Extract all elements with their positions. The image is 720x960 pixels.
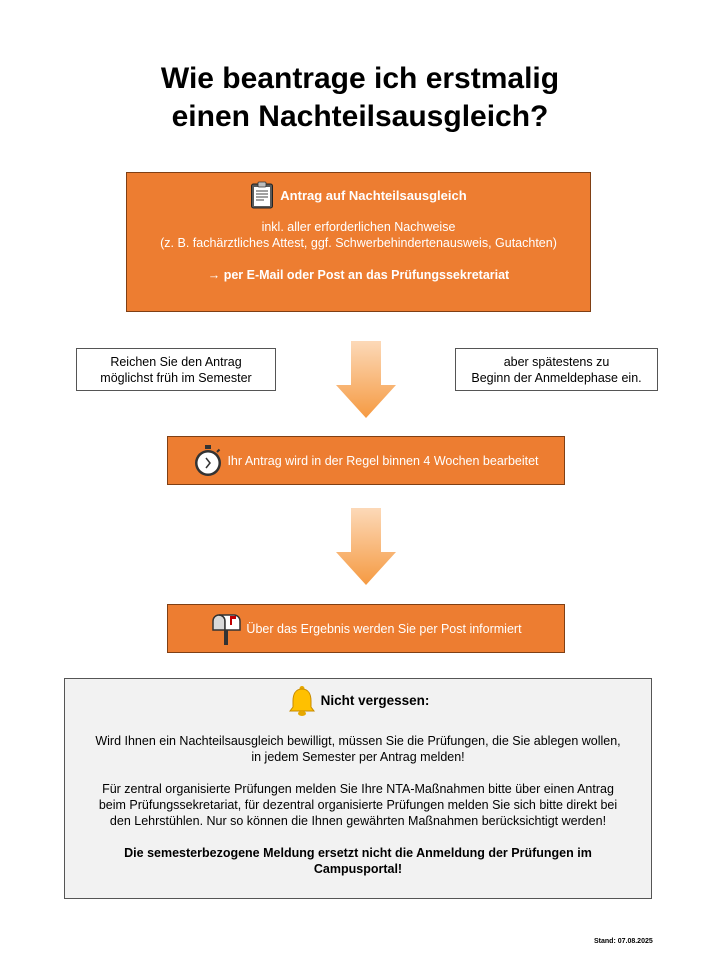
antrag-versand: → per E-Mail oder Post an das Prüfungssekretariat xyxy=(207,268,510,282)
reminder-p2-line-3: den Lehrstühlen. Nur so können die Ihnen gewährten Maßnahmen berücksichtigt werden! xyxy=(109,814,607,828)
reminder-p1-line-2: in jedem Semester per Antrag melden! xyxy=(251,750,465,764)
hint-spaetestens xyxy=(455,348,658,391)
reminder-heading: Nicht vergessen: xyxy=(320,693,430,708)
reminder-p2-line-2: beim Prüfungssekretariat, für dezentral organisierte Prüfungen melden Sie sich bitte direkt bei xyxy=(98,798,618,812)
reminder-p3-line-1: Die semesterbezogene Meldung ersetzt nicht die Anmeldung der Prüfungen im xyxy=(124,846,592,860)
hint-spaetestens-line-2: Beginn der Anmeldephase ein. xyxy=(471,371,642,385)
title-line-2: einen Nachteilsausgleich? xyxy=(171,100,549,133)
clipboard-icon xyxy=(250,181,274,209)
hint-spaetestens-line-1: aber spätestens zu xyxy=(503,355,610,369)
bearbeitung-text: Ihr Antrag wird in der Regel binnen 4 Wochen bearbeitet xyxy=(227,453,539,468)
hint-frueh-line-2: möglichst früh im Semester xyxy=(100,371,252,385)
reminder-p1-line-1: Wird Ihnen ein Nachteilsausgleich bewilligt, müssen Sie die Prüfungen, die Sie ablegen wollen, xyxy=(95,734,621,748)
page-title xyxy=(0,60,720,136)
title-line-1: Wie beantrage ich erstmalig xyxy=(160,62,560,95)
mailbox-icon xyxy=(210,612,242,646)
stand-date: Stand: 07.08.2025 xyxy=(594,938,653,945)
reminder-p2-line-1: Für zentral organisierte Prüfungen melden Sie Ihre NTA-Maßnahmen bitte über einen Antrag xyxy=(102,782,614,796)
reminder-paragraph-3 xyxy=(65,845,651,877)
antrag-box xyxy=(126,172,591,312)
stopwatch-icon xyxy=(193,444,223,478)
bearbeitung-box xyxy=(167,436,565,485)
reminder-p3-line-2: Campusportal! xyxy=(313,862,403,876)
ergebnis-box xyxy=(167,604,565,653)
reminder-heading-row xyxy=(65,685,651,717)
hint-frueh-line-1: Reichen Sie den Antrag xyxy=(110,355,242,369)
antrag-nachweise: inkl. aller erforderlichen Nachweise xyxy=(261,220,456,234)
reminder-box xyxy=(64,678,652,899)
hint-frueh xyxy=(76,348,276,391)
antrag-heading-row xyxy=(127,181,590,209)
arrow-down-1 xyxy=(336,341,396,419)
antrag-beispiele: (z. B. fachärztliches Attest, ggf. Schwerbehindertenausweis, Gutachten) xyxy=(160,236,557,250)
ergebnis-text: Über das Ergebnis werden Sie per Post informiert xyxy=(246,621,522,636)
bell-icon xyxy=(287,685,317,717)
arrow-down-2 xyxy=(336,508,396,586)
reminder-paragraph-1 xyxy=(65,733,651,765)
reminder-paragraph-2 xyxy=(65,781,651,829)
antrag-heading: Antrag auf Nachteilsausgleich xyxy=(280,187,467,203)
